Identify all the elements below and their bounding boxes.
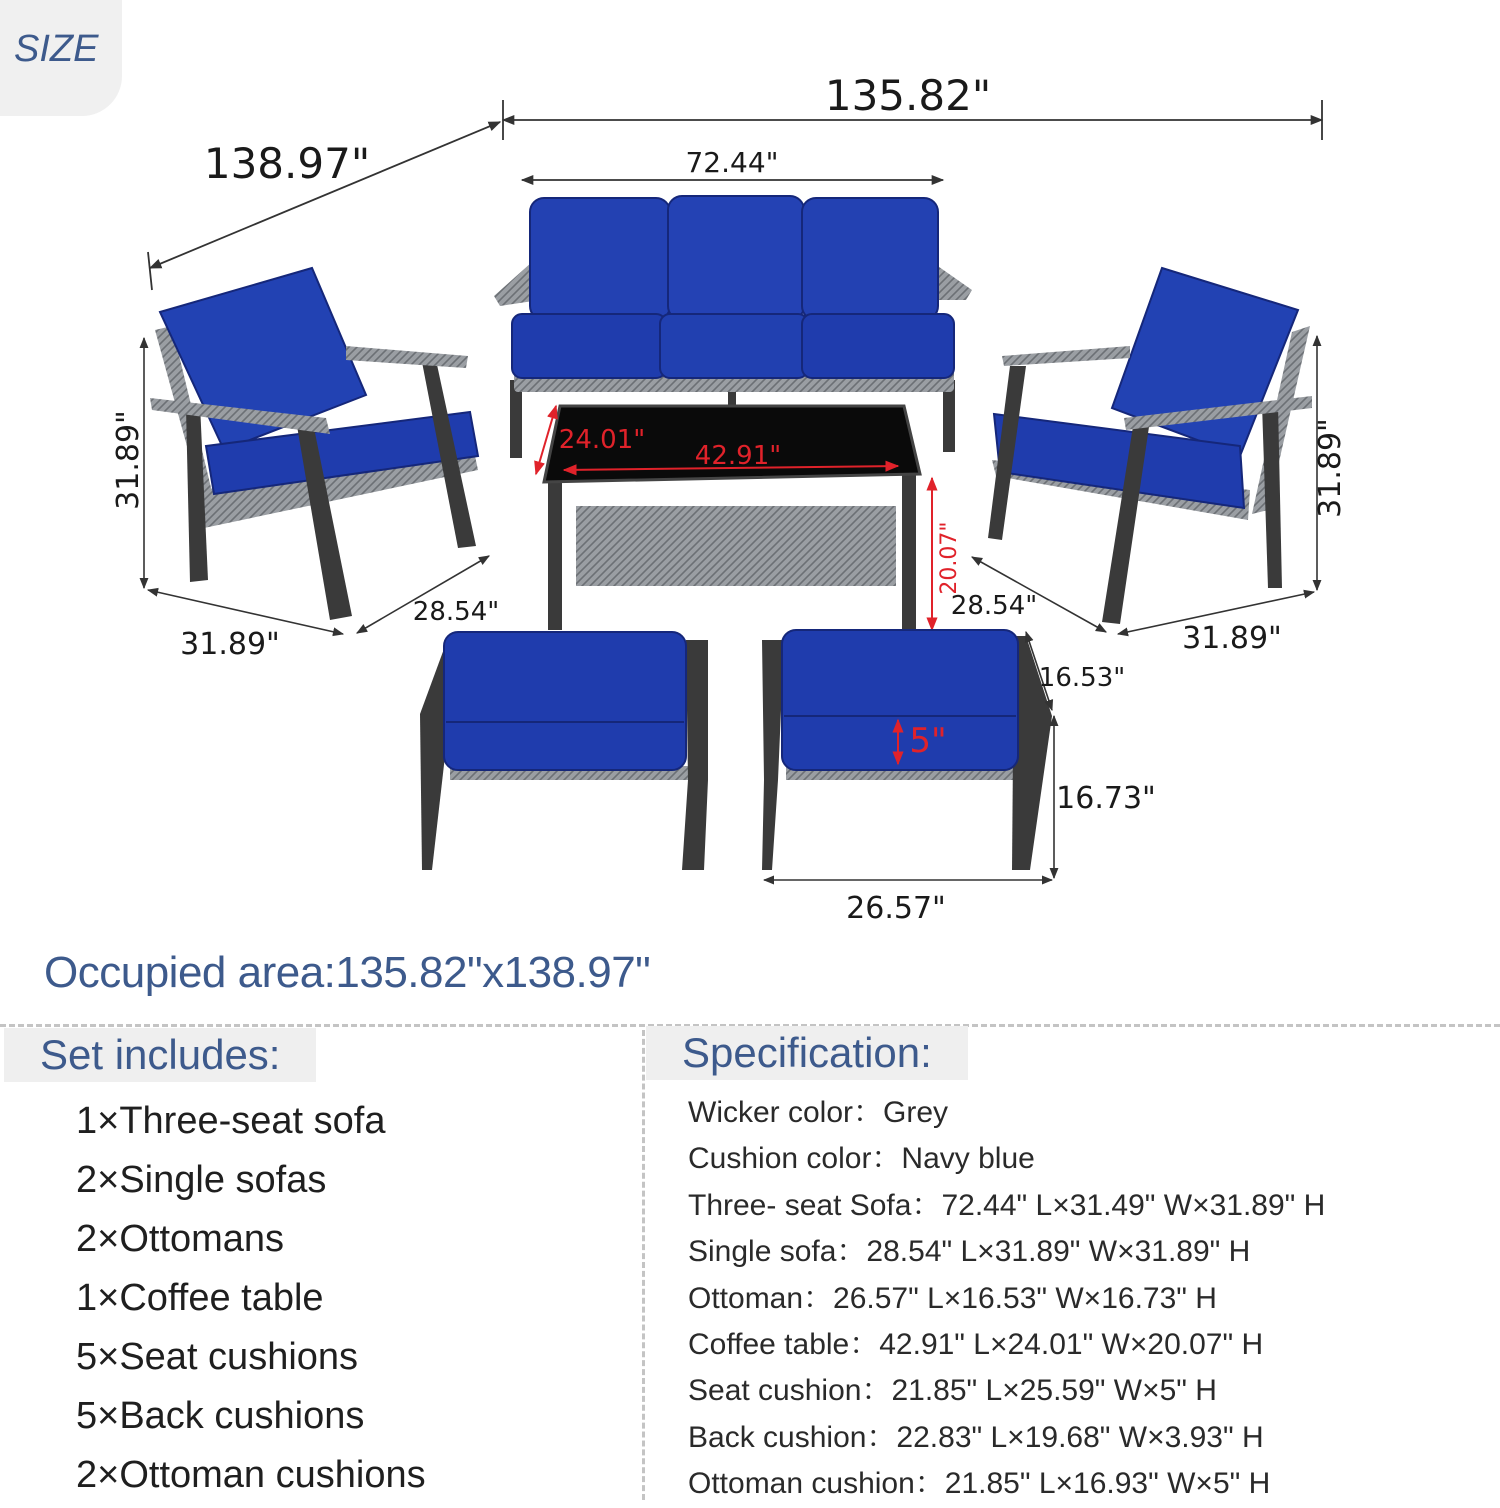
dim-ottoman-depth: 16.53" xyxy=(1038,663,1126,693)
dim-left-chair-height: 31.89" xyxy=(111,410,146,510)
list-item: 2×Ottomans xyxy=(76,1218,285,1260)
list-item: 1×Coffee table xyxy=(76,1277,324,1319)
dim-ottoman-height: 16.73" xyxy=(1056,781,1156,816)
dim-table-length: 42.91" xyxy=(694,441,782,471)
dim-left-chair-depth: 28.54" xyxy=(412,597,500,627)
size-tab-label: SIZE xyxy=(14,28,99,70)
dim-ottoman-length: 26.57" xyxy=(846,891,946,926)
dim-table-width: 24.01" xyxy=(558,425,646,455)
set-includes-list xyxy=(76,1092,426,1505)
single-sofa-right xyxy=(988,268,1312,624)
spec-item: Ottoman：26.57" L×16.53" W×16.73" H xyxy=(688,1281,1217,1315)
dim-left-chair-width: 31.89" xyxy=(180,627,280,662)
dim-cushion-thickness: 5" xyxy=(909,721,947,761)
list-item: 5×Back cushions xyxy=(76,1395,365,1437)
list-item: 1×Three-seat sofa xyxy=(76,1100,386,1142)
spec-item: Coffee table：42.91" L×24.01" W×20.07" H xyxy=(688,1327,1264,1361)
spec-item: Ottoman cushion：21.85" L×16.93" W×5" H xyxy=(688,1467,1271,1501)
specification-heading: Specification: xyxy=(646,1026,968,1080)
list-item: 2×Single sofas xyxy=(76,1159,327,1201)
column-divider xyxy=(642,1030,645,1500)
dim-table-height: 20.07" xyxy=(937,521,962,595)
spec-item: Back cushion：22.83" L×19.68" W×3.93" H xyxy=(688,1420,1264,1454)
dim-sofa-length: 72.44" xyxy=(685,146,779,179)
list-item: 2×Ottoman cushions xyxy=(76,1454,426,1496)
spec-item: Seat cushion：21.85" L×25.59" W×5" H xyxy=(688,1374,1217,1408)
dim-right-chair-height: 31.89" xyxy=(1313,418,1348,518)
ottoman-right xyxy=(762,630,1052,870)
single-sofa-left xyxy=(150,268,478,620)
dim-overall-depth: 138.97" xyxy=(203,139,371,188)
dim-right-chair-depth: 28.54" xyxy=(950,591,1038,621)
dim-overall-width: 135.82" xyxy=(824,71,992,120)
dim-right-chair-width: 31.89" xyxy=(1182,621,1282,656)
occupied-area: Occupied area:135.82"x138.97" xyxy=(44,948,651,997)
spec-item: Cushion color：Navy blue xyxy=(688,1142,1035,1176)
spec-item: Three- seat Sofa：72.44" L×31.49" W×31.89" H xyxy=(688,1188,1326,1222)
set-includes-heading: Set includes: xyxy=(4,1028,316,1082)
spec-item: Wicker color：Grey xyxy=(688,1096,949,1129)
specification-list xyxy=(688,1090,1325,1508)
ottoman-left xyxy=(420,632,708,870)
spec-item: Single sofa：28.54" L×31.89" W×31.89" H xyxy=(688,1235,1251,1269)
list-item: 5×Seat cushions xyxy=(76,1336,359,1378)
